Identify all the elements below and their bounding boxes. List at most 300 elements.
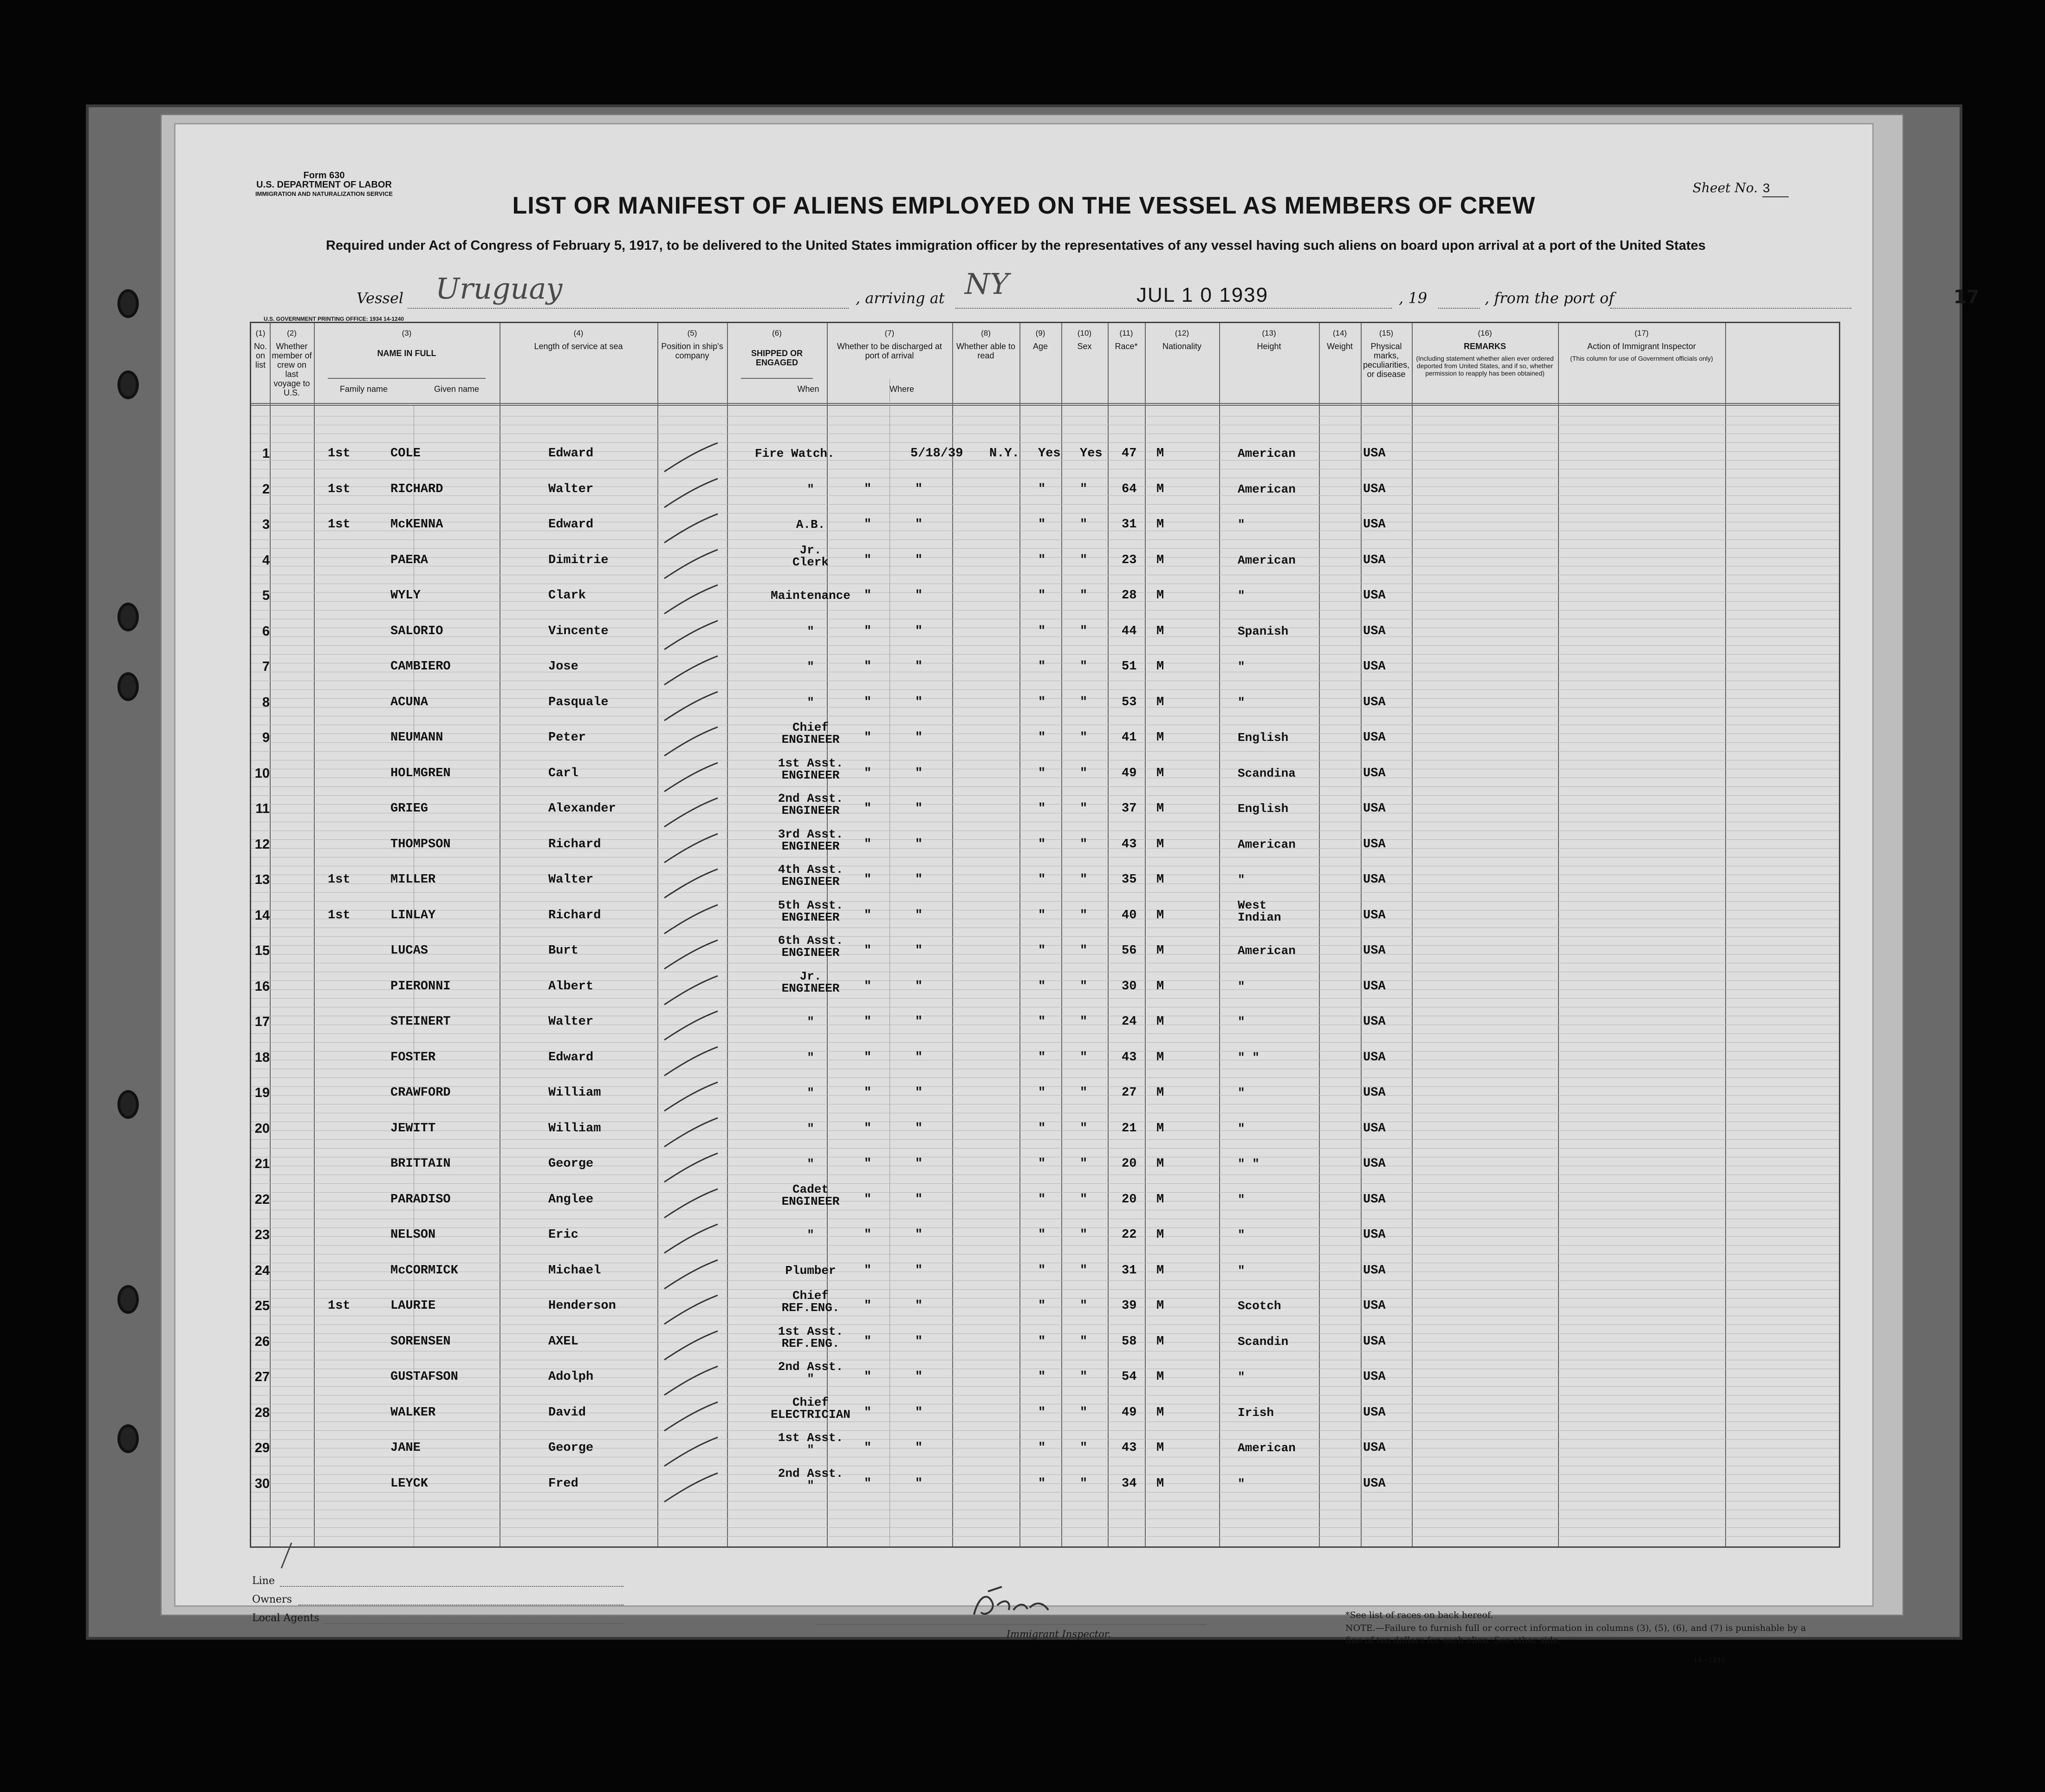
position-in-company: REF.ENG. [781,1337,840,1350]
service-length-mark [660,439,725,476]
row-number: 21 [254,1156,270,1171]
shipped-when: " [864,1264,872,1278]
service-length-mark [660,936,725,974]
discharged-at-port: " [1038,980,1046,993]
punch-hole [117,1424,139,1453]
race: USA [1363,518,1386,532]
age: 64 [1122,482,1137,496]
table-row [251,756,1839,794]
race: USA [1363,1193,1386,1207]
sex: M [1156,1157,1164,1171]
service-length-mark [660,581,725,618]
family-name: ACUNA [390,695,428,709]
service-length-mark [660,546,725,583]
column-number: (12) [1175,329,1189,338]
sex: M [1156,980,1164,993]
position-in-company: " [807,482,814,496]
row-number: 24 [254,1263,270,1278]
able-to-read: " [1080,695,1088,709]
nationality: " [1238,980,1245,993]
sex: M [1156,1477,1164,1491]
given-name: Walter [548,1015,594,1029]
able-to-read: " [1080,1122,1088,1136]
position-in-company: " [807,1479,814,1493]
sex: M [1156,1299,1164,1313]
age: 35 [1122,873,1137,887]
position-in-company: 2nd Asst. [778,1360,844,1374]
position-in-company: Cadet [792,1182,829,1196]
nationality: " [1238,1264,1245,1278]
family-name: CRAWFORD [390,1086,451,1100]
position-in-company: A.B. [796,518,825,532]
table-row [251,688,1839,723]
shipped-where: " [915,1051,923,1065]
sheet-label: Sheet No. [1692,180,1758,195]
age: 44 [1122,624,1137,638]
vessel-name: Uruguay [435,272,563,305]
table-row [251,475,1839,510]
last-voyage: 1st [328,1299,351,1313]
last-voyage: 1st [328,909,351,922]
age: 40 [1122,909,1137,922]
race: USA [1363,447,1386,461]
age: 21 [1122,1122,1137,1136]
column-number: (9) [1035,329,1045,338]
given-name: Michael [548,1264,601,1278]
given-name: George [548,1157,594,1171]
discharged-at-port: " [1038,1477,1046,1491]
discharged-at-port: " [1038,944,1046,958]
family-name: PAERA [390,553,428,567]
column-subheader: When [797,384,819,394]
shipped-where: " [915,589,923,603]
sex: M [1156,909,1164,922]
shipped-where: " [915,980,923,993]
sex: M [1156,1193,1164,1207]
service-length-mark [660,475,725,512]
age: 20 [1122,1157,1137,1171]
discharged-at-port: " [1038,1086,1046,1100]
shipped-where: " [915,838,923,851]
vessel-line [357,267,1980,308]
row-number: 15 [254,943,270,958]
discharged-at-port: Yes [1038,447,1061,461]
shipped-when: " [864,873,872,887]
given-name: Fred [548,1477,578,1491]
shipped-where: " [915,1477,923,1491]
shipped-where: " [915,766,923,780]
family-name: BRITTAIN [390,1157,451,1171]
discharged-at-port: " [1038,1335,1046,1349]
given-name: David [548,1406,586,1420]
shipped-when: " [864,1406,872,1420]
discharged-at-port: " [1038,1015,1046,1029]
table-row [251,1289,1839,1327]
form-number: Form 630 [303,170,345,181]
shipped-where: " [915,553,923,567]
position-in-company: " [807,1051,814,1065]
sex: M [1156,1264,1164,1278]
race: USA [1363,1122,1386,1136]
column-number: (17) [1634,329,1649,338]
sex: M [1156,1441,1164,1455]
nationality: " [1238,660,1245,674]
family-name: GUSTAFSON [390,1370,458,1384]
able-to-read: " [1080,1051,1088,1065]
race: USA [1363,1086,1386,1100]
shipped-where: " [915,944,923,958]
ruled-line [251,1536,1839,1537]
row-number: 1 [262,446,270,461]
row-number: 3 [262,517,270,532]
position-in-company: ENGINEER [781,910,840,924]
column-header: Position in ship's company [661,342,723,360]
family-name: SALORIO [390,624,443,638]
service-length-mark [660,972,725,1009]
line-field [280,1586,623,1587]
row-number: 23 [254,1227,270,1242]
able-to-read: " [1080,944,1088,958]
shipped-where: " [915,1193,923,1207]
service-name: IMMIGRATION AND NATURALIZATION SERVICE [255,190,393,197]
column-subheader: Where [889,384,915,394]
age: 34 [1122,1477,1137,1491]
discharged-at-port: " [1038,624,1046,638]
row-number: 8 [262,695,270,710]
able-to-read: " [1080,660,1088,674]
given-name: Jose [548,660,578,674]
header-divider [251,403,1839,404]
able-to-read: " [1080,589,1088,603]
column-number: (5) [687,329,697,338]
shipped-when: " [864,1370,872,1384]
nationality: " [1238,1193,1245,1207]
nationality: American [1238,553,1296,567]
shipped-when: " [864,802,872,816]
nationality: Scotch [1238,1299,1281,1313]
position-in-company: " [807,1157,814,1171]
sex: M [1156,1051,1164,1065]
shipped-where: " [915,1157,923,1171]
age: 51 [1122,660,1137,674]
position-in-company: Jr. [799,969,822,983]
table-row [251,652,1839,688]
position-in-company: Chief [792,721,829,734]
row-number: 5 [262,588,270,603]
discharged-at-port: " [1038,1157,1046,1171]
position-in-company: ENGINEER [781,839,840,853]
service-length-mark [660,1221,725,1258]
column-number: (7) [884,329,895,338]
shipped-where: " [915,873,923,887]
able-to-read: " [1080,1086,1088,1100]
shipped-when: " [864,1228,872,1242]
discharged-at-port: " [1038,1122,1046,1136]
table-row [251,1221,1839,1256]
family-name: RICHARD [390,482,443,496]
position-in-company: " [807,624,814,638]
column-header: No. on list [253,342,267,370]
sex: M [1156,589,1164,603]
row-number: 9 [262,730,270,745]
able-to-read: " [1080,518,1088,532]
shipped-when: 5/18/39 [910,447,963,461]
age: 49 [1122,766,1137,780]
given-name: Henderson [548,1299,616,1313]
shipped-where: " [915,731,923,745]
table-row [251,1043,1839,1078]
discharged-at-port: " [1038,1406,1046,1420]
shipped-when: " [864,1299,872,1313]
discharged-at-port: " [1038,873,1046,887]
age: 28 [1122,589,1137,603]
shipped-where: " [915,1086,923,1100]
nationality: Irish [1238,1406,1274,1420]
header-divider [251,405,1839,406]
owners-label: Owners [252,1594,292,1605]
column-header: NAME IN FULL [377,349,436,358]
race: USA [1363,731,1386,745]
race: USA [1363,980,1386,993]
given-name: Eric [548,1228,578,1242]
nationality: Scandin [1238,1335,1289,1349]
family-name: HOLMGREN [390,766,451,780]
discharged-at-port: " [1038,1441,1046,1455]
service-length-mark [660,652,725,689]
family-name: LUCAS [390,944,428,958]
nationality: " [1238,589,1245,603]
family-name: NEUMANN [390,731,443,745]
shipped-where: " [915,695,923,709]
table-row [251,581,1839,617]
service-length-mark [660,1363,725,1400]
nationality: " [1238,1228,1245,1242]
shipped-where: " [915,1370,923,1384]
page-number: 17 [1954,286,1980,308]
position-in-company: Clerk [792,555,829,569]
age: 31 [1122,518,1137,532]
discharged-at-port: " [1038,909,1046,922]
manifest-page [174,123,1980,1664]
race: USA [1363,624,1386,638]
position-in-company: ENGINEER [781,946,840,960]
ruled-line [251,1527,1839,1528]
age: 23 [1122,553,1137,567]
service-length-mark [660,688,725,725]
sex: M [1156,1228,1164,1242]
discharged-at-port: " [1038,766,1046,780]
table-row [251,1256,1839,1292]
race: USA [1363,482,1386,496]
age: 41 [1122,731,1137,745]
nationality: " [1238,1370,1245,1384]
given-name: Anglee [548,1193,594,1207]
table-row [251,794,1839,830]
given-name: Richard [548,909,601,922]
inspector-signature-line [816,1624,1206,1625]
page-title: LIST OR MANIFEST OF ALIENS EMPLOYED ON THE VESSEL AS MEMBERS OF CREW [512,192,1536,219]
sex: M [1156,1086,1164,1100]
column-header: Whether member of crew on last voyage to U.S. [272,342,312,397]
family-name: LEYCK [390,1477,428,1491]
row-number: 30 [254,1476,270,1491]
nationality: " [1238,873,1245,887]
shipped-when: " [864,909,872,922]
service-length-mark [660,1434,725,1471]
service-length-mark [660,1469,725,1506]
nationality: American [1238,944,1296,958]
column-subheader: Given name [434,384,480,394]
age: 31 [1122,1264,1137,1278]
position-in-company: ENGINEER [781,733,840,747]
column-header: Whether able to read [956,342,1016,360]
position-in-company: ENGINEER [781,1195,840,1208]
position-in-company: 5th Asst. [778,898,844,912]
pen-mark [278,1540,296,1573]
age: 47 [1122,447,1137,461]
given-name: Edward [548,1051,594,1065]
family-name: SORENSEN [390,1335,451,1349]
discharged-at-port: " [1038,695,1046,709]
sex: M [1156,802,1164,816]
family-name: FOSTER [390,1051,436,1065]
family-name: PIERONNI [390,980,451,993]
row-number: 26 [254,1334,270,1349]
discharged-at-port: " [1038,1193,1046,1207]
table-row [251,898,1839,936]
row-number: 11 [255,801,270,816]
column-header: Whether to be discharged at port of arrival [837,342,942,360]
row-number: 27 [254,1370,270,1384]
service-length-mark [660,1007,725,1045]
discharged-at-port: " [1038,482,1046,496]
shipped-where: N.Y. [989,447,1019,461]
table-row [251,865,1839,901]
position-in-company: 2nd Asst. [778,1467,844,1480]
service-length-mark [660,830,725,867]
shipped-when: " [864,589,872,603]
age: 43 [1122,1441,1137,1455]
nationality: American [1238,447,1296,461]
able-to-read: " [1080,1335,1088,1349]
column-header: Nationality [1162,342,1202,351]
column-number: (16) [1478,329,1492,338]
row-number: 18 [254,1050,270,1065]
race: USA [1363,838,1386,851]
nationality: " " [1238,1157,1259,1171]
owners-field [299,1604,623,1605]
service-length-mark [660,1292,725,1329]
punch-hole [117,370,139,399]
column-header: REMARKS [1463,342,1506,351]
row-number: 25 [254,1299,270,1313]
position-in-company: ENGINEER [781,768,840,782]
sheet-value: 3 [1762,182,1789,197]
position-in-company: 4th Asst. [778,863,844,877]
race: USA [1363,944,1386,958]
shipped-when: " [864,1477,872,1491]
last-voyage: 1st [328,482,351,496]
table-row [251,1431,1839,1469]
age: 20 [1122,1193,1137,1207]
race: USA [1363,1406,1386,1420]
age: 22 [1122,1228,1137,1242]
shipped-when: " [864,838,872,851]
shipped-when: " [864,482,872,496]
sex: M [1156,482,1164,496]
race: USA [1363,873,1386,887]
nationality: American [1238,838,1296,851]
sex: M [1156,838,1164,851]
row-number: 2 [262,482,270,497]
given-name: Edward [548,518,594,532]
family-name: NELSON [390,1228,436,1242]
table-row [251,510,1839,545]
given-name: Vincente [548,624,609,638]
position-in-company: 2nd Asst. [778,792,844,805]
nationality: American [1238,482,1296,496]
shipped-when: " [864,1335,872,1349]
race: USA [1363,553,1386,567]
position-in-company: " [807,1372,814,1386]
nationality: English [1238,731,1289,745]
position-in-company: " [807,1443,814,1457]
row-number: 10 [254,766,270,781]
nationality: " [1238,1122,1245,1136]
race: USA [1363,1228,1386,1242]
family-name: THOMPSON [390,838,451,851]
sex: M [1156,660,1164,674]
age: 56 [1122,944,1137,958]
given-name: William [548,1086,601,1100]
table-row [251,1327,1839,1363]
column-number: (4) [573,329,584,338]
able-to-read: " [1080,624,1088,638]
inspector-signature [960,1582,1081,1629]
arriving-label: , arriving at [856,289,945,307]
service-length-mark [660,794,725,831]
sex: M [1156,695,1164,709]
age: 43 [1122,838,1137,851]
punch-hole [117,1285,139,1314]
shipped-when: " [864,980,872,993]
local-agents-label: Local Agents [252,1612,319,1624]
family-name: GRIEG [390,802,428,816]
row-number: 13 [254,872,270,887]
able-to-read: " [1080,873,1088,887]
given-name: Richard [548,838,601,851]
service-length-mark [660,510,725,547]
header-rule [328,378,486,379]
family-name: McCORMICK [390,1264,458,1278]
nationality: Indian [1238,910,1281,924]
column-number: (15) [1379,329,1394,338]
row-number: 22 [254,1192,270,1207]
position-in-company: ENGINEER [781,981,840,995]
shipped-where: " [915,1406,923,1420]
shipped-where: " [915,1015,923,1029]
family-name: MILLER [390,873,436,887]
table-row [251,723,1839,759]
row-number: 14 [254,908,270,923]
table-row [251,1469,1839,1505]
row-number: 16 [254,979,270,994]
nationality: Scandina [1238,766,1296,780]
able-to-read: " [1080,1299,1088,1313]
position-in-company: Maintenance [771,589,850,603]
row-number: 20 [254,1121,270,1136]
family-name: STEINERT [390,1015,451,1029]
